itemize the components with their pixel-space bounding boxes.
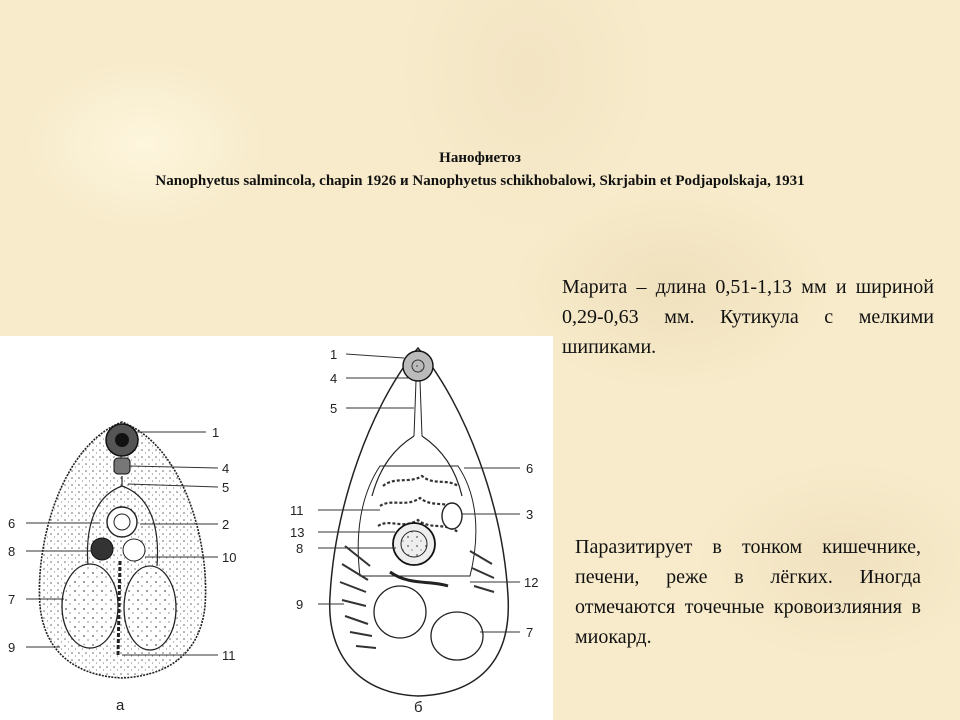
label-b-6: 6 [526, 461, 534, 476]
label-b-8: 8 [296, 541, 304, 556]
label-b-12: 12 [524, 575, 539, 590]
caption-b: б [414, 699, 423, 716]
label-a-2: 2 [222, 517, 230, 532]
localization-paragraph: Паразитирует в тонком кишечнике, печени, реже в лёгких. Иногда отмечаются точечные кровоизлияния в миокард. [575, 536, 921, 648]
label-a-8: 8 [8, 544, 16, 559]
caption-a: а [116, 697, 125, 714]
label-b-4: 4 [330, 371, 338, 386]
specimen-b [318, 348, 520, 696]
label-b-7: 7 [526, 625, 534, 640]
parasite-illustration [0, 336, 553, 720]
label-a-10: 10 [222, 550, 237, 565]
label-a-9: 9 [8, 640, 16, 655]
label-b-13: 13 [290, 525, 305, 540]
label-b-11: 11 [290, 503, 304, 518]
label-b-3: 3 [526, 507, 534, 522]
label-b-9: 9 [296, 597, 304, 612]
label-a-5: 5 [222, 480, 230, 495]
label-a-4: 4 [222, 461, 230, 476]
label-b-1: 1 [330, 347, 338, 362]
label-a-7: 7 [8, 592, 16, 607]
label-a-1: 1 [212, 425, 220, 440]
label-b-5: 5 [330, 401, 338, 416]
slide-title: Нанофиетоз [439, 150, 521, 166]
label-a-6: 6 [8, 516, 16, 531]
label-a-11: 11 [222, 648, 236, 663]
slide-subtitle: Nanophyetus salmincola, chapin 1926 и Nanophyetus schikhobalowi, Skrjabin et Podjapolskaja, 1931 [155, 173, 805, 189]
specimen-a [26, 422, 218, 678]
description-paragraph: Марита – длина 0,51-1,13 мм и шириной 0,29-0,63 мм. Кутикула с мелкими шипиками. [562, 276, 934, 358]
